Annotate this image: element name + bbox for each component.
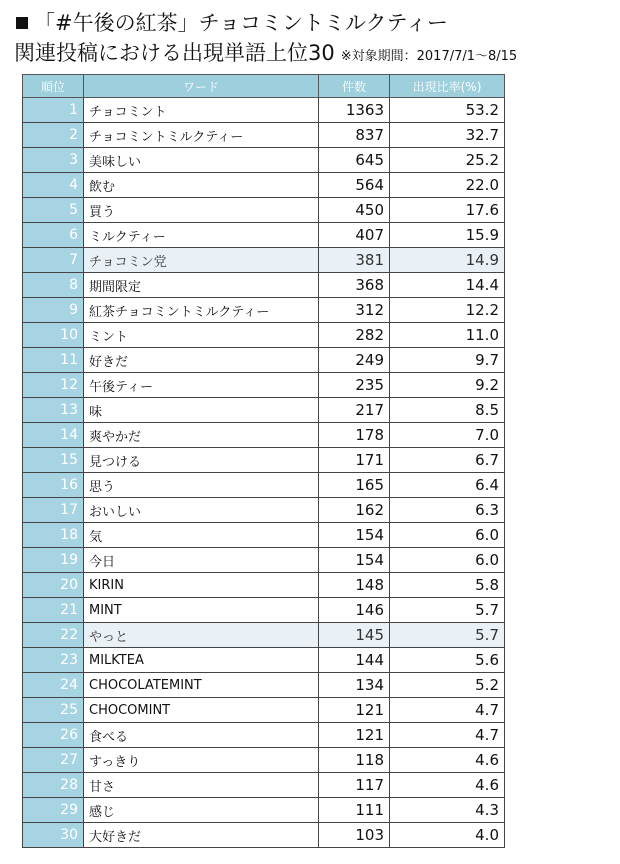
ratio-cell: 14.9: [390, 248, 505, 273]
count-cell: 118: [319, 748, 390, 773]
header-rank: 順位: [23, 75, 84, 98]
ratio-cell: 4.7: [390, 723, 505, 748]
rank-cell: 10: [23, 323, 84, 348]
table-row: [23, 223, 505, 248]
rank-cell: 28: [23, 773, 84, 798]
word-cell: ミルクティー: [84, 223, 319, 248]
ratio-cell: 4.7: [390, 698, 505, 723]
table-row: [23, 373, 505, 398]
rank-cell: 20: [23, 573, 84, 598]
table-row: [23, 423, 505, 448]
count-cell: 171: [319, 448, 390, 473]
table-row: [23, 298, 505, 323]
table-row: [23, 498, 505, 523]
table-row: [23, 173, 505, 198]
table-row: [23, 98, 505, 123]
word-cell: MILKTEA: [84, 648, 319, 673]
table-row: [23, 748, 505, 773]
square-bullet-icon: [16, 17, 28, 29]
title-sub: 関連投稿における出現単語上位30: [14, 41, 335, 65]
word-cell: CHOCOLATEMINT: [84, 673, 319, 698]
ratio-cell: 12.2: [390, 298, 505, 323]
table-row: [23, 598, 505, 623]
ratio-cell: 22.0: [390, 173, 505, 198]
count-cell: 837: [319, 123, 390, 148]
count-cell: 165: [319, 473, 390, 498]
table-row: [23, 248, 505, 273]
count-cell: 103: [319, 823, 390, 848]
ratio-cell: 4.0: [390, 823, 505, 848]
count-cell: 154: [319, 523, 390, 548]
rank-cell: 26: [23, 723, 84, 748]
document-title: [14, 8, 614, 72]
word-cell: CHOCOMINT: [84, 698, 319, 723]
header-ratio: 出現比率(%): [390, 75, 505, 98]
ratio-cell: 7.0: [390, 423, 505, 448]
count-cell: 381: [319, 248, 390, 273]
table-row: [23, 723, 505, 748]
word-cell: おいしい: [84, 498, 319, 523]
table-row: [23, 823, 505, 848]
table-row: [23, 548, 505, 573]
count-cell: 121: [319, 723, 390, 748]
header-word: ワード: [84, 75, 319, 98]
rank-cell: 15: [23, 448, 84, 473]
count-cell: 368: [319, 273, 390, 298]
ratio-cell: 6.4: [390, 473, 505, 498]
count-cell: 134: [319, 673, 390, 698]
ratio-cell: 5.7: [390, 623, 505, 648]
word-cell: KIRIN: [84, 573, 319, 598]
table-row: [23, 348, 505, 373]
word-cell: 気: [84, 523, 319, 548]
ratio-cell: 32.7: [390, 123, 505, 148]
rank-cell: 17: [23, 498, 84, 523]
word-cell: 期間限定: [84, 273, 319, 298]
rank-cell: 2: [23, 123, 84, 148]
ratio-cell: 53.2: [390, 98, 505, 123]
word-cell: 感じ: [84, 798, 319, 823]
rank-cell: 29: [23, 798, 84, 823]
word-cell: 紅茶チョコミントミルクティー: [84, 298, 319, 323]
word-cell: 爽やかだ: [84, 423, 319, 448]
table-row: [23, 123, 505, 148]
word-cell: 今日: [84, 548, 319, 573]
ratio-cell: 5.2: [390, 673, 505, 698]
word-cell: すっきり: [84, 748, 319, 773]
ratio-cell: 5.8: [390, 573, 505, 598]
table-row: [23, 698, 505, 723]
rank-cell: 18: [23, 523, 84, 548]
ratio-cell: 11.0: [390, 323, 505, 348]
count-cell: 282: [319, 323, 390, 348]
rank-cell: 30: [23, 823, 84, 848]
count-cell: 1363: [319, 98, 390, 123]
word-cell: 思う: [84, 473, 319, 498]
rank-cell: 25: [23, 698, 84, 723]
word-cell: 大好きだ: [84, 823, 319, 848]
table-row: [23, 323, 505, 348]
rank-cell: 23: [23, 648, 84, 673]
ratio-cell: 6.0: [390, 548, 505, 573]
count-cell: 162: [319, 498, 390, 523]
rank-cell: 8: [23, 273, 84, 298]
ratio-cell: 15.9: [390, 223, 505, 248]
rank-cell: 27: [23, 748, 84, 773]
table-row: [23, 573, 505, 598]
count-cell: 144: [319, 648, 390, 673]
rank-cell: 19: [23, 548, 84, 573]
word-cell: 見つける: [84, 448, 319, 473]
word-cell: 買う: [84, 198, 319, 223]
word-ranking-table: [22, 74, 505, 848]
count-cell: 217: [319, 398, 390, 423]
table-row: [23, 798, 505, 823]
table-row: [23, 148, 505, 173]
rank-cell: 22: [23, 623, 84, 648]
rank-cell: 1: [23, 98, 84, 123]
count-cell: 178: [319, 423, 390, 448]
word-cell: 甘さ: [84, 773, 319, 798]
table-row: [23, 623, 505, 648]
rank-cell: 21: [23, 598, 84, 623]
word-cell: チョコミン党: [84, 248, 319, 273]
ratio-cell: 4.6: [390, 773, 505, 798]
ratio-cell: 17.6: [390, 198, 505, 223]
table-row: [23, 523, 505, 548]
ratio-cell: 4.6: [390, 748, 505, 773]
count-cell: 235: [319, 373, 390, 398]
count-cell: 145: [319, 623, 390, 648]
rank-cell: 3: [23, 148, 84, 173]
ratio-cell: 8.5: [390, 398, 505, 423]
count-cell: 249: [319, 348, 390, 373]
ratio-cell: 6.3: [390, 498, 505, 523]
table-row: [23, 648, 505, 673]
word-cell: MINT: [84, 598, 319, 623]
ratio-cell: 6.7: [390, 448, 505, 473]
title-line-1: [14, 8, 614, 38]
ratio-cell: 25.2: [390, 148, 505, 173]
word-cell: 好きだ: [84, 348, 319, 373]
table-row: [23, 398, 505, 423]
count-cell: 450: [319, 198, 390, 223]
header-count: 件数: [319, 75, 390, 98]
ratio-cell: 6.0: [390, 523, 505, 548]
rank-cell: 4: [23, 173, 84, 198]
count-cell: 111: [319, 798, 390, 823]
table-row: [23, 473, 505, 498]
count-cell: 146: [319, 598, 390, 623]
table-row: [23, 198, 505, 223]
word-cell: チョコミント: [84, 98, 319, 123]
count-cell: 117: [319, 773, 390, 798]
word-cell: 食べる: [84, 723, 319, 748]
ratio-cell: 9.7: [390, 348, 505, 373]
rank-cell: 9: [23, 298, 84, 323]
rank-cell: 14: [23, 423, 84, 448]
title-main: 「#午後の紅茶」チョコミントミルクティー: [34, 11, 448, 35]
title-line-2: [14, 38, 614, 72]
table-row: [23, 773, 505, 798]
rank-cell: 6: [23, 223, 84, 248]
ratio-cell: 5.6: [390, 648, 505, 673]
count-cell: 312: [319, 298, 390, 323]
table-row: [23, 448, 505, 473]
word-cell: 美味しい: [84, 148, 319, 173]
rank-cell: 12: [23, 373, 84, 398]
rank-cell: 24: [23, 673, 84, 698]
word-cell: チョコミントミルクティー: [84, 123, 319, 148]
count-cell: 645: [319, 148, 390, 173]
count-cell: 564: [319, 173, 390, 198]
ratio-cell: 5.7: [390, 598, 505, 623]
ratio-cell: 9.2: [390, 373, 505, 398]
ratio-cell: 14.4: [390, 273, 505, 298]
word-cell: 午後ティー: [84, 373, 319, 398]
rank-cell: 11: [23, 348, 84, 373]
rank-cell: 7: [23, 248, 84, 273]
table-row: [23, 673, 505, 698]
rank-cell: 13: [23, 398, 84, 423]
table-row: [23, 273, 505, 298]
table-header-row: [23, 75, 505, 98]
word-cell: ミント: [84, 323, 319, 348]
count-cell: 154: [319, 548, 390, 573]
ratio-cell: 4.3: [390, 798, 505, 823]
word-cell: 味: [84, 398, 319, 423]
count-cell: 121: [319, 698, 390, 723]
word-cell: やっと: [84, 623, 319, 648]
count-cell: 148: [319, 573, 390, 598]
rank-cell: 16: [23, 473, 84, 498]
period-note: ※対象期間：2017/7/1～8/15: [340, 49, 518, 64]
table-body: [23, 98, 505, 848]
word-cell: 飲む: [84, 173, 319, 198]
rank-cell: 5: [23, 198, 84, 223]
count-cell: 407: [319, 223, 390, 248]
